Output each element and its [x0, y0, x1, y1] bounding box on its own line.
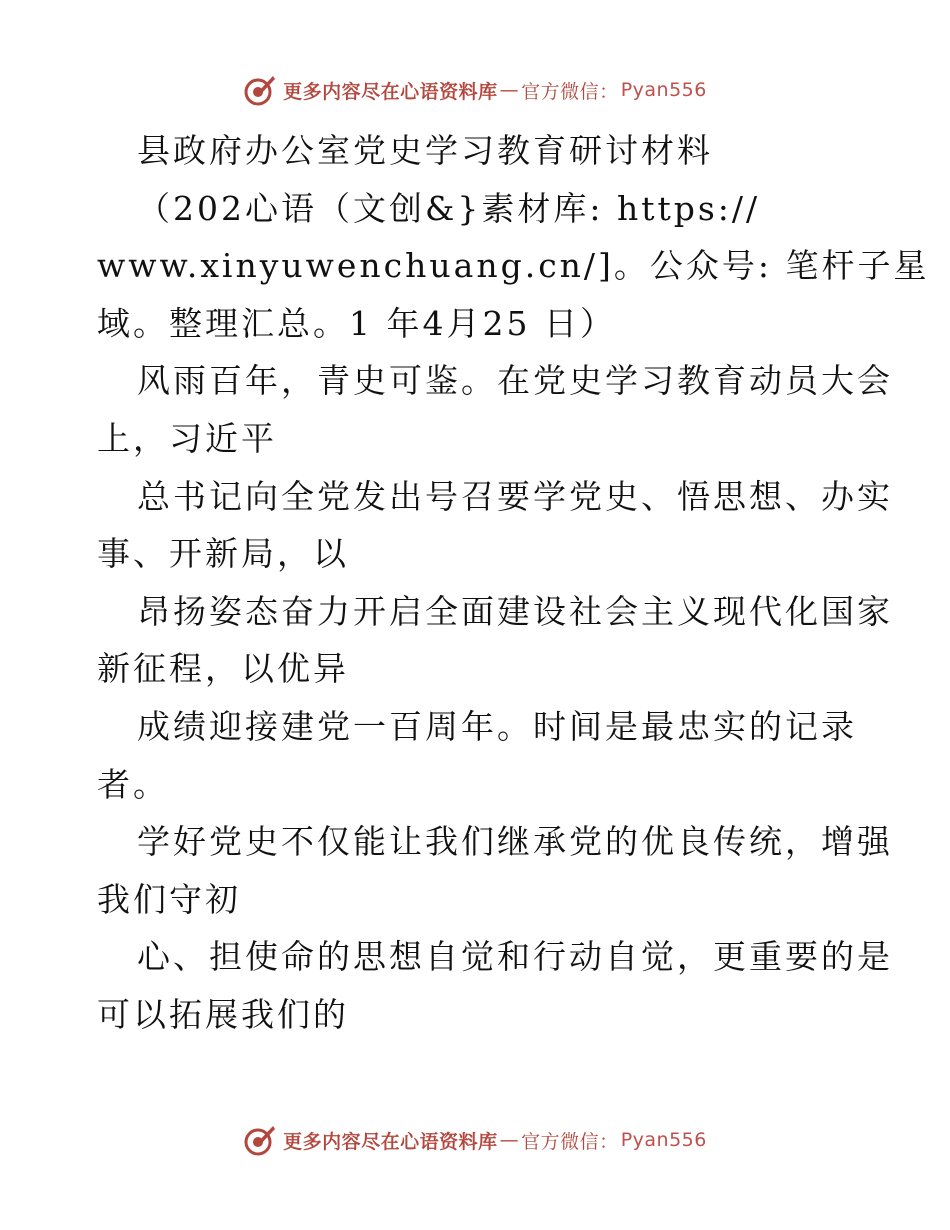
document-title: 县政府办公室党史学习教育研讨材料	[137, 131, 713, 170]
quill-logo-icon	[243, 1123, 277, 1157]
text-line: 总书记向全党发出号召要学党史、悟思想、办实	[137, 476, 893, 516]
text-line: 上，习近平	[97, 418, 277, 458]
banner-brand-text: 更多内容尽在心语资料库	[283, 80, 498, 103]
banner-wechat-label: 官方微信：	[521, 1130, 619, 1153]
text-line: （202心语（文创&}素材库: https://	[137, 188, 761, 228]
banner-wechat-id: Pyan556	[620, 1129, 707, 1151]
text-line: 者。	[97, 764, 169, 804]
banner-brand-text: 更多内容尽在心语资料库	[283, 1130, 498, 1153]
text-line: 新征程，以优异	[97, 649, 349, 689]
banner-separator: —	[499, 79, 520, 101]
header-watermark-banner	[0, 70, 950, 110]
text-line: 心、担使命的思想自觉和行动自觉，更重要的是	[137, 937, 893, 977]
text-line: 域。整理汇总。1 年4月25 日）	[97, 303, 616, 343]
banner-wechat-label: 官方微信：	[521, 80, 619, 103]
text-line: 学好党史不仅能让我们继承党的优良传统，增强	[137, 822, 893, 862]
text-line: 成绩迎接建党一百周年。时间是最忠实的记录	[137, 706, 857, 746]
text-line: 可以拓展我们的	[97, 994, 349, 1034]
banner-wechat-id: Pyan556	[620, 79, 707, 101]
banner-separator: —	[499, 1129, 520, 1151]
text-line: 昂扬姿态奋力开启全面建设社会主义现代化国家	[137, 591, 893, 631]
text-line: www.xinyuwenchuang.cn/]。公众号: 笔杆子星	[97, 246, 930, 286]
text-line: 我们守初	[97, 879, 241, 919]
text-line: 风雨百年，青史可鉴。在党史学习教育动员大会	[137, 361, 893, 401]
text-line: 事、开新局，以	[97, 534, 349, 574]
quill-logo-icon	[243, 73, 277, 107]
document-body	[97, 122, 930, 1044]
footer-watermark-banner	[0, 1120, 950, 1160]
